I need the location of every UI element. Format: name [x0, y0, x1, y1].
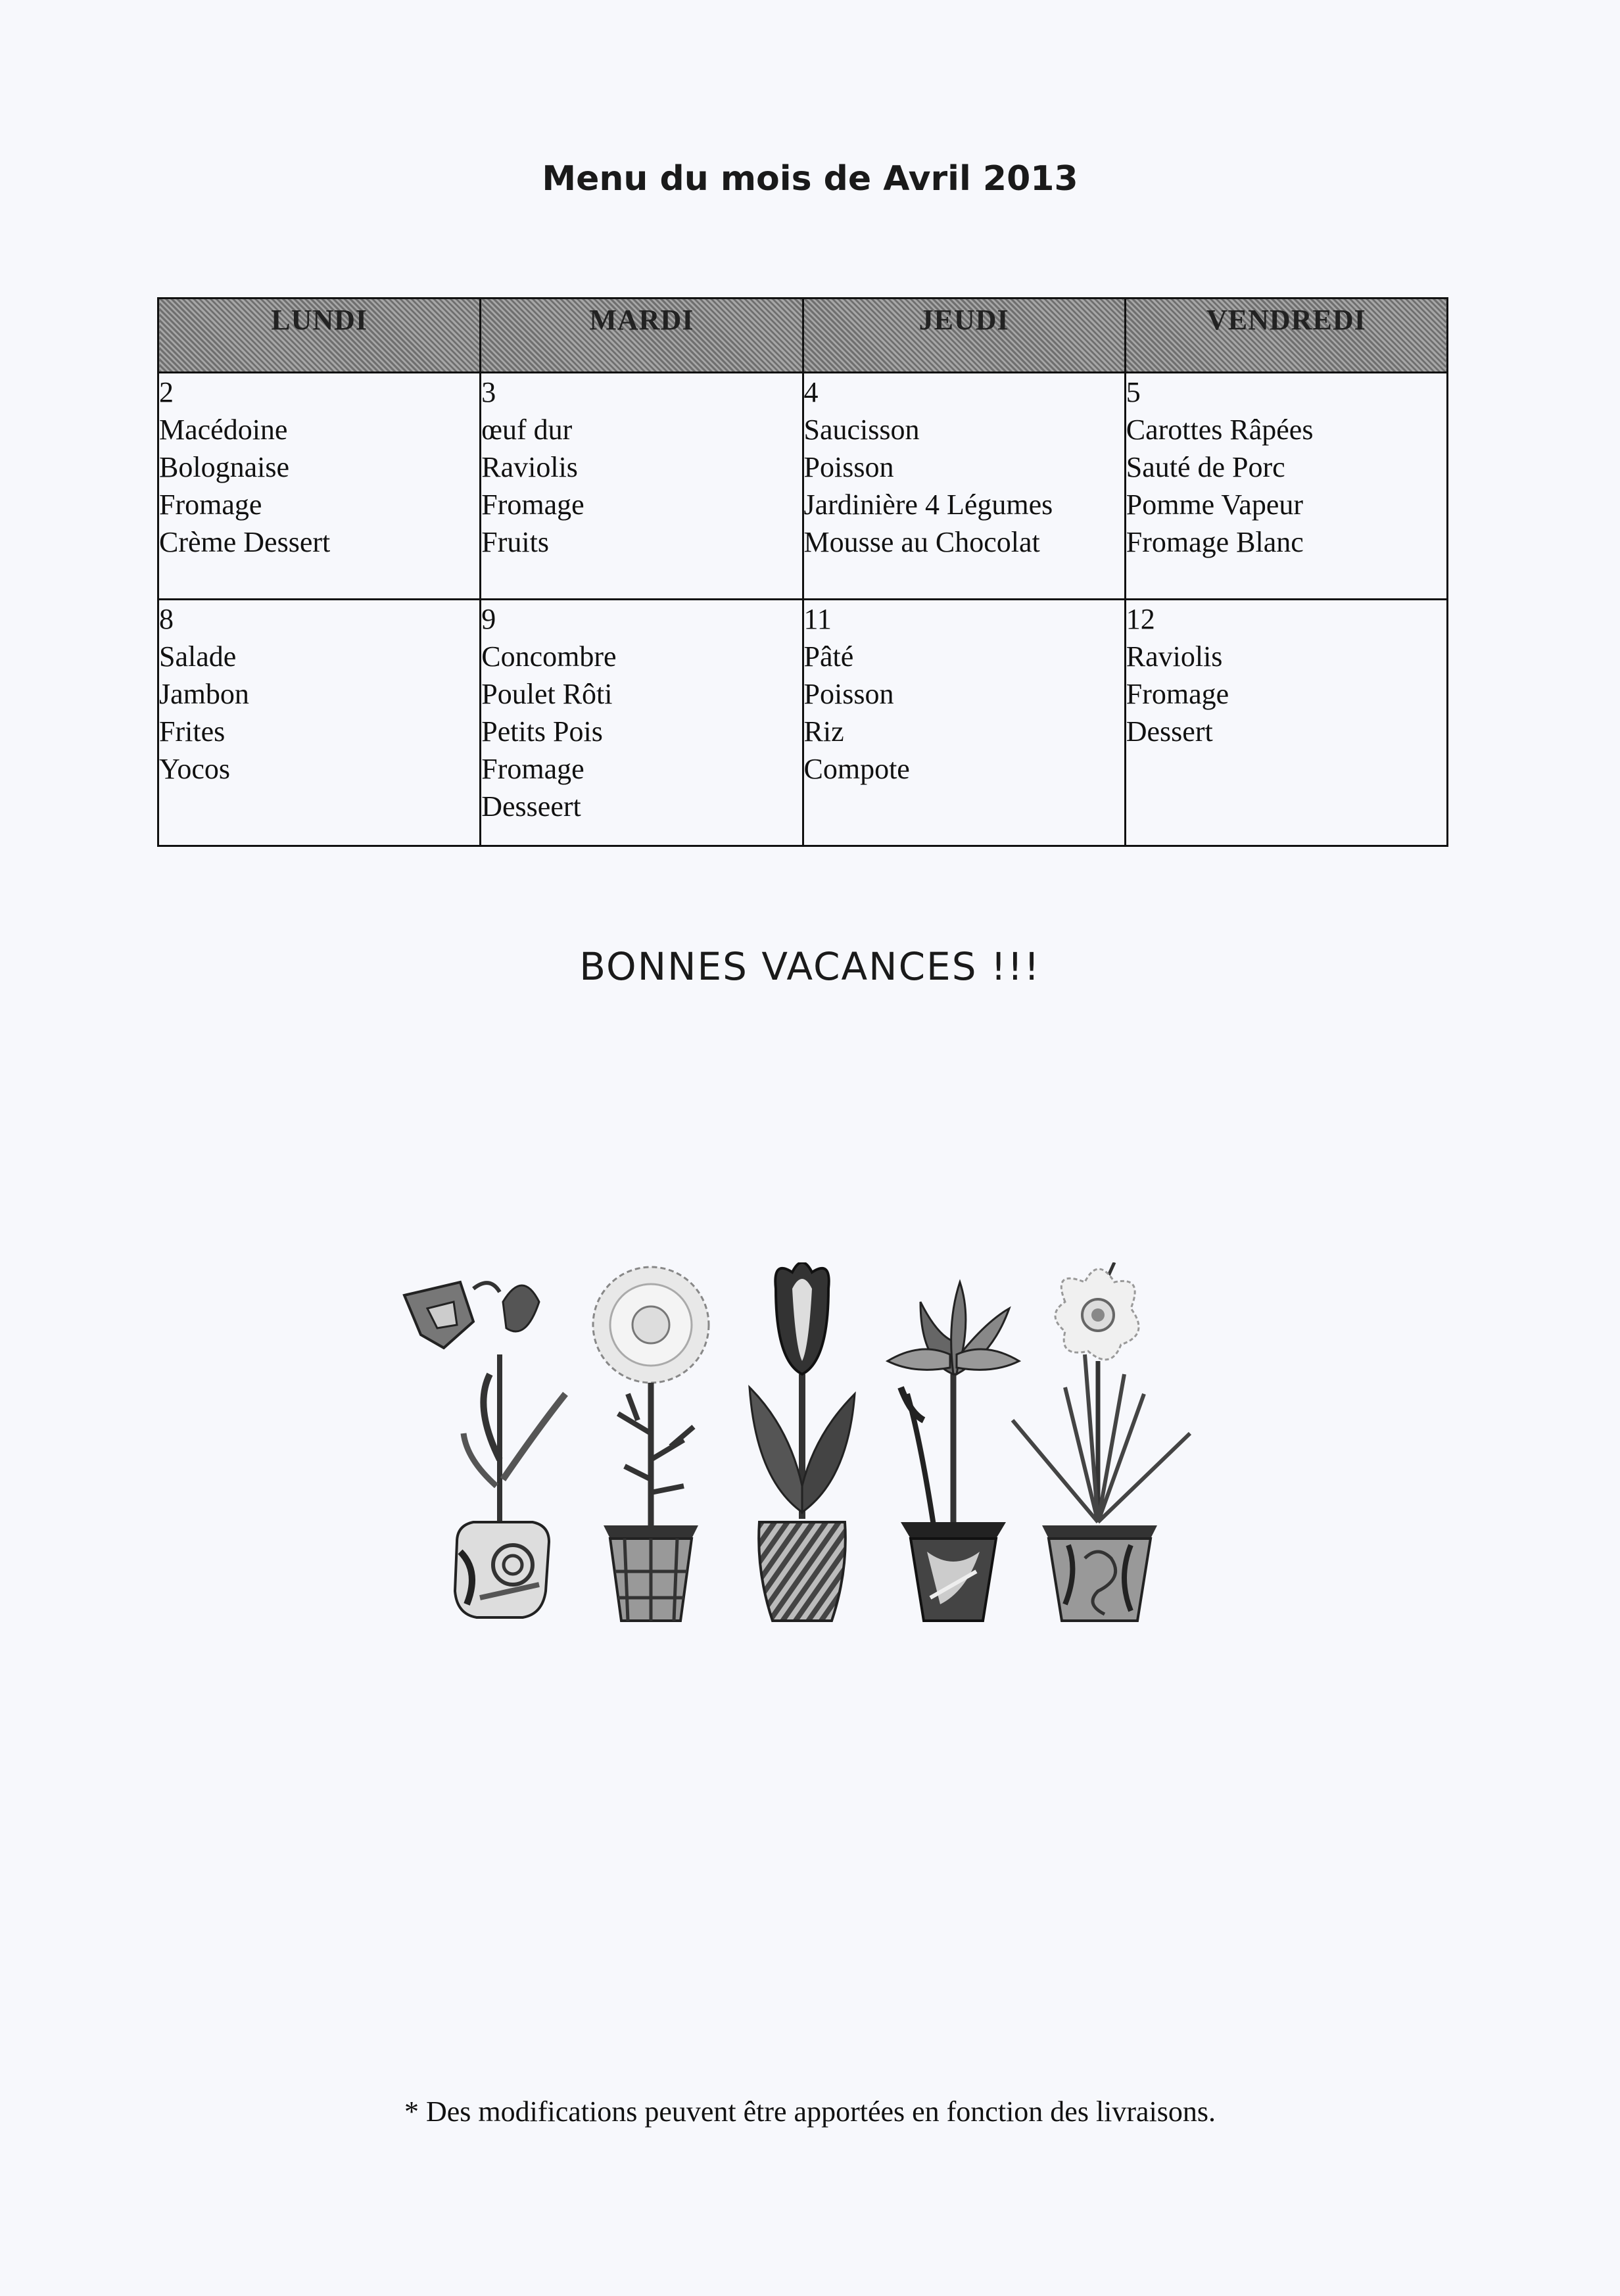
dish: œuf dur	[481, 414, 573, 446]
week-row	[158, 600, 1448, 846]
flower-crocus-icon	[888, 1282, 1019, 1621]
footnote: * Des modifications peuvent être apportées en fonction des livraisons.	[404, 2095, 1216, 2128]
dish: Bolognaise	[159, 451, 289, 483]
menu-cell	[803, 600, 1125, 846]
day-header	[1125, 299, 1447, 373]
date-number: 3	[481, 376, 496, 408]
dish: Sauté de Porc	[1126, 451, 1285, 483]
dish: Dessert	[1126, 715, 1213, 748]
day-label: MARDI	[589, 304, 694, 336]
menu-cell	[1125, 373, 1447, 600]
flower-tulip-icon	[750, 1262, 855, 1621]
date-number: 12	[1126, 603, 1155, 635]
day-header	[803, 299, 1125, 373]
dish: Pâté	[803, 640, 854, 673]
menu-cell	[803, 373, 1125, 600]
dish: Raviolis	[481, 451, 578, 483]
date-number: 5	[1126, 376, 1141, 408]
flower-pots-illustration	[401, 1262, 1236, 1637]
dish: Riz	[803, 715, 844, 748]
dish: Fromage	[481, 489, 584, 521]
dish: Concombre	[481, 640, 617, 673]
date-number: 4	[803, 376, 819, 408]
dish: Fromage	[1126, 678, 1229, 710]
day-header	[158, 299, 481, 373]
dish: Saucisson	[803, 414, 920, 446]
date-number: 9	[481, 603, 496, 635]
dish: Raviolis	[1126, 640, 1223, 673]
date-number: 2	[159, 376, 174, 408]
holiday-banner: BONNES VACANCES !!!	[579, 944, 1041, 989]
day-label: JEUDI	[918, 304, 1009, 336]
dish: Carottes Râpées	[1126, 414, 1314, 446]
dish: Pomme Vapeur	[1126, 489, 1304, 521]
day-label: VENDREDI	[1206, 304, 1366, 336]
flower-daffodil-icon	[1012, 1262, 1190, 1621]
dish: Frites	[159, 715, 226, 748]
flower-iris-icon	[404, 1282, 565, 1617]
menu-cell	[1125, 600, 1447, 846]
dish: Petits Pois	[481, 715, 603, 748]
date-number: 8	[159, 603, 174, 635]
dish: Fromage	[159, 489, 262, 521]
menu-cell	[158, 373, 481, 600]
dish: Jambon	[159, 678, 249, 710]
flower-daisy-icon	[593, 1267, 709, 1621]
dish: Crème Dessert	[159, 526, 331, 558]
dish: Poulet Rôti	[481, 678, 613, 710]
week-row	[158, 373, 1448, 600]
header-row	[158, 299, 1448, 373]
dish: Compote	[803, 753, 910, 785]
dish: Poisson	[803, 451, 894, 483]
dish: Macédoine	[159, 414, 288, 446]
menu-cell	[158, 600, 481, 846]
dish: Jardinière 4 Légumes	[803, 489, 1053, 521]
dish: Poisson	[803, 678, 894, 710]
dish: Mousse au Chocolat	[803, 526, 1040, 558]
date-number: 11	[803, 603, 832, 635]
dish: Fruits	[481, 526, 549, 558]
page-title: Menu du mois de Avril 2013	[542, 159, 1078, 199]
dish: Fromage	[481, 753, 584, 785]
menu-cell	[481, 600, 803, 846]
menu-cell	[481, 373, 803, 600]
dish: Yocos	[159, 753, 231, 785]
menu-table	[157, 297, 1448, 847]
dish: Desseert	[481, 790, 581, 823]
dish: Salade	[159, 640, 237, 673]
day-label: LUNDI	[271, 304, 368, 336]
dish: Fromage Blanc	[1126, 526, 1304, 558]
day-header	[481, 299, 803, 373]
